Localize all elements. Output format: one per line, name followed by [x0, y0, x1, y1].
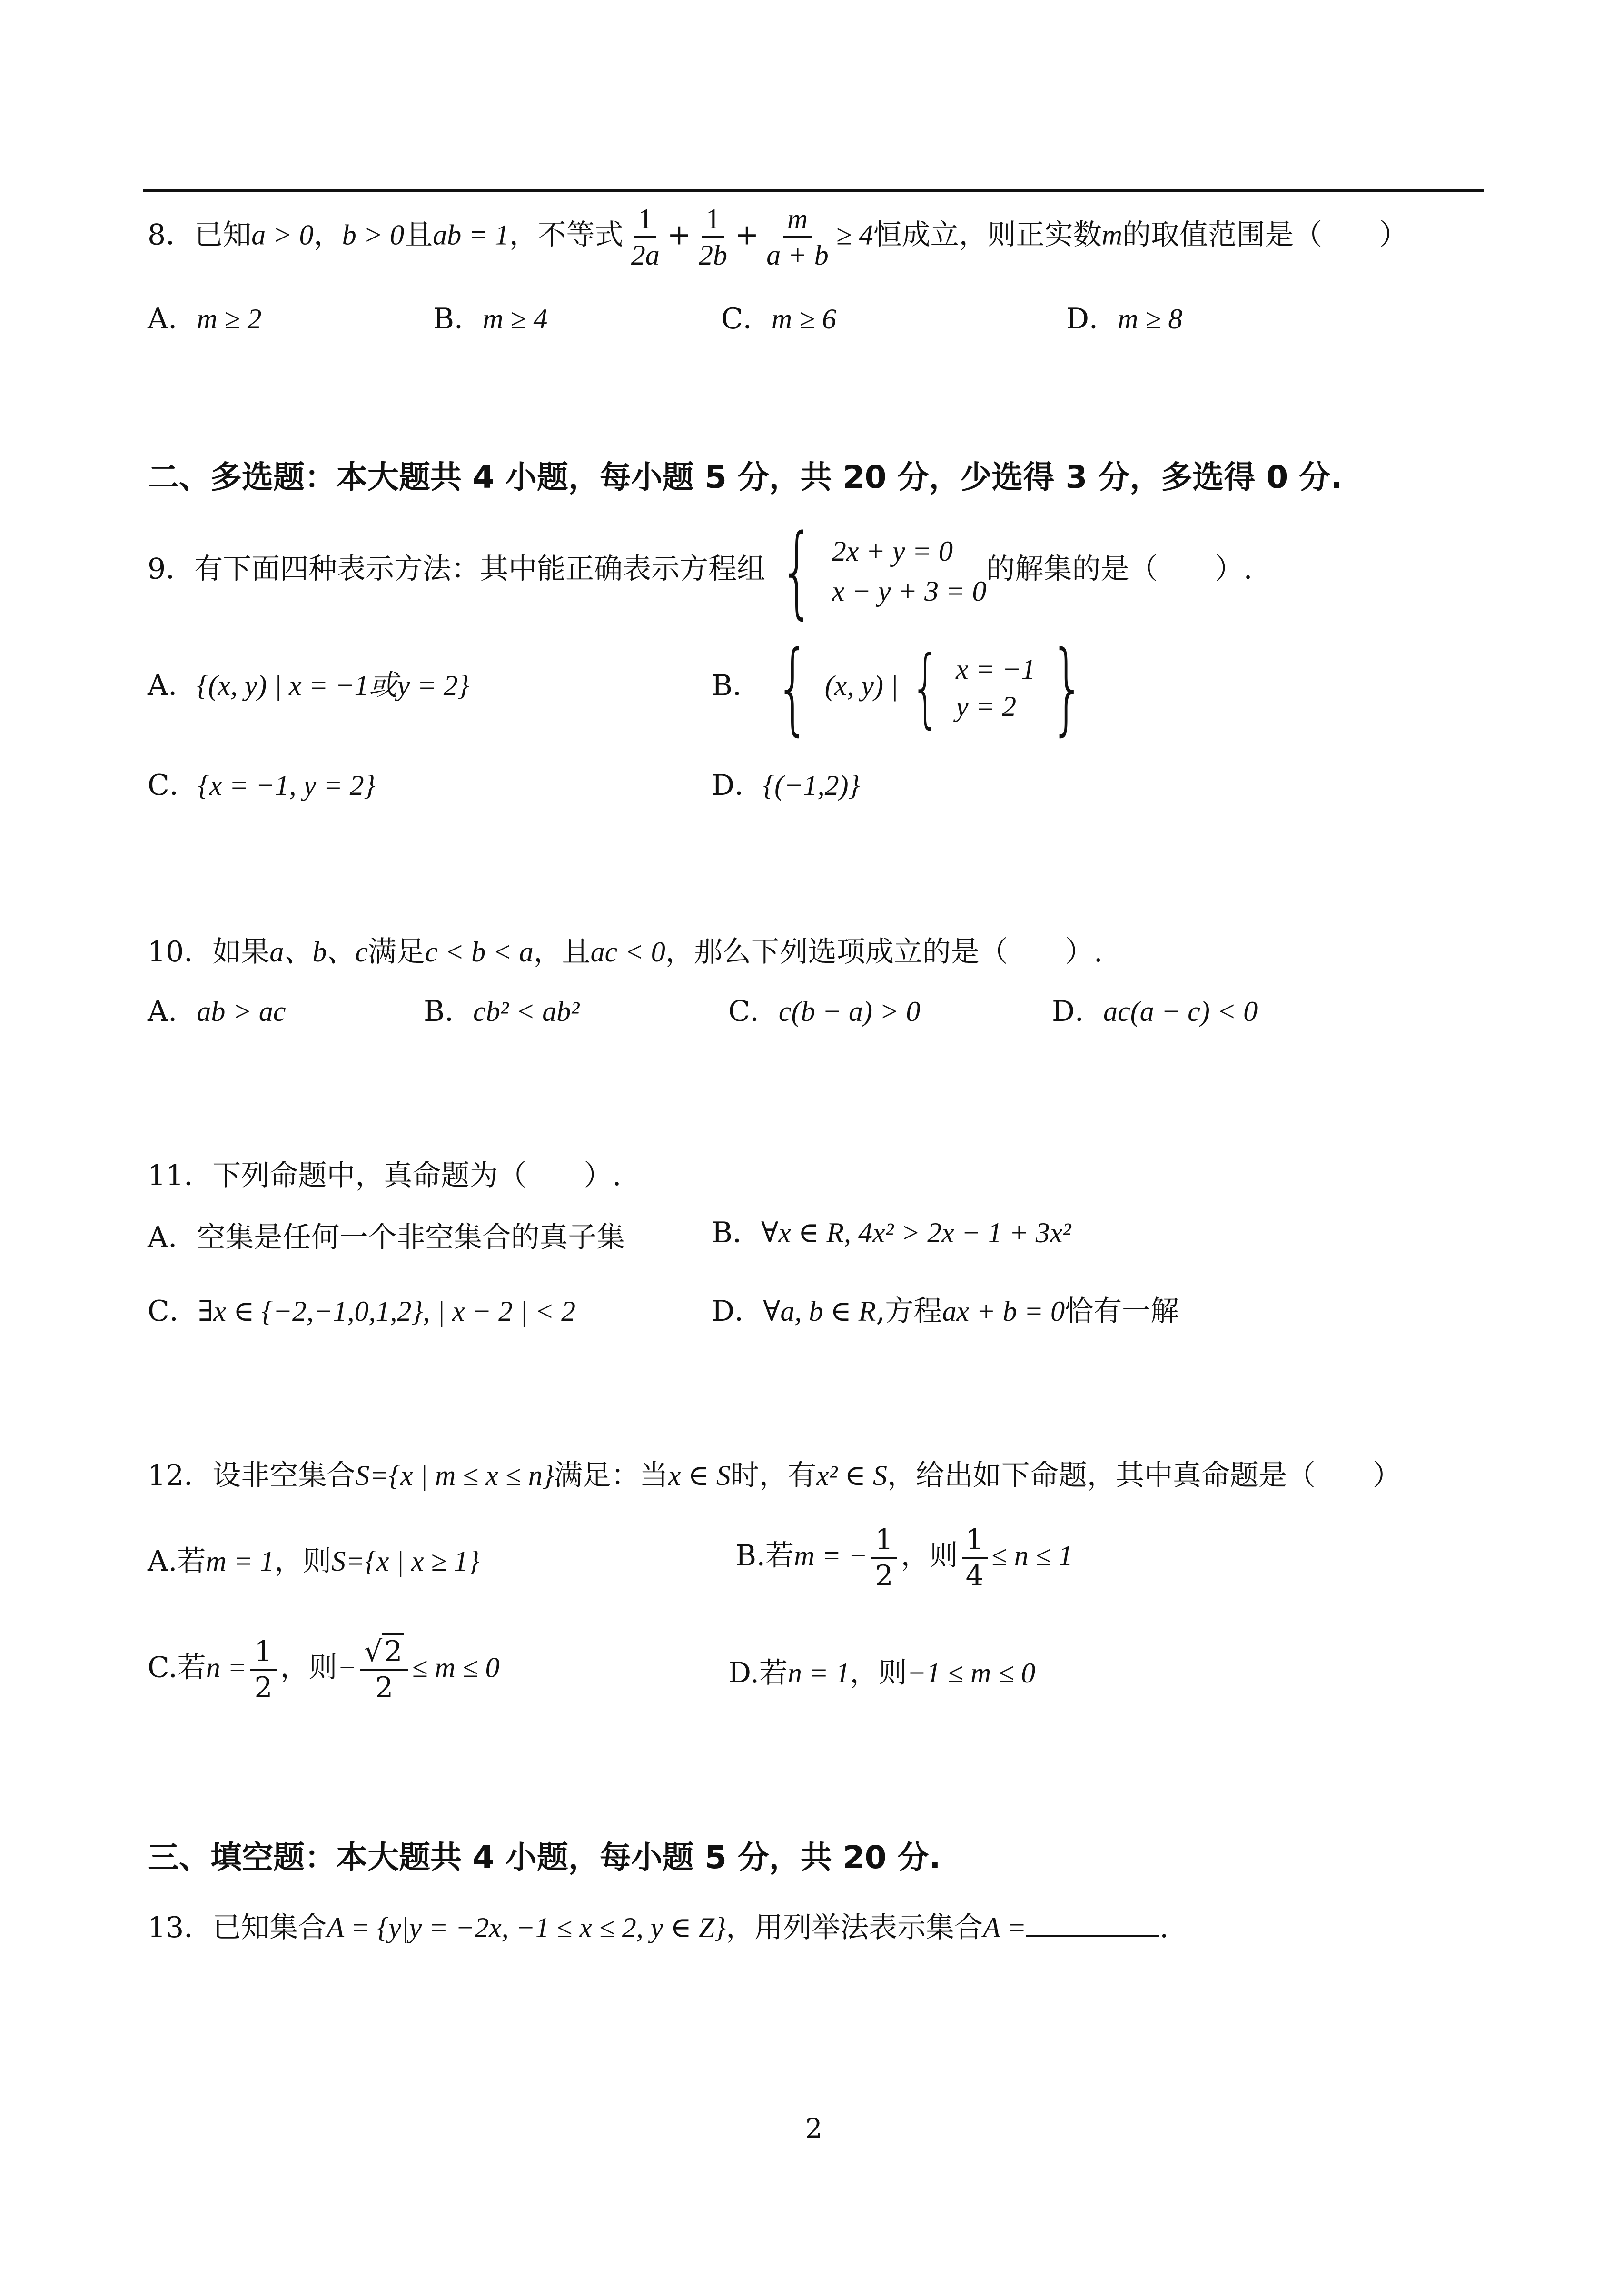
q9-option-d: D．{(−1,2)}	[712, 769, 860, 802]
q8-option-a: A．m ≥ 2	[148, 302, 262, 336]
q9-eq1: 2x + y = 0	[832, 535, 953, 567]
q12-option-b: B.若m = − $\frac{1}{2}$ ，则 $\frac{1}{4}$ ≤ n ≤ 1	[735, 1523, 1073, 1593]
q8-plus-2: +	[734, 218, 759, 252]
q8-and: 且	[404, 218, 433, 252]
q9-option-b: B． { (x, y) | { x = −1 y = 2 }	[712, 629, 1085, 746]
section-3-heading: 三、填空题：本大题共 4 小题，每小题 5 分，共 20 分.	[148, 1839, 941, 1876]
q8-sep: ，	[313, 218, 342, 252]
q11-option-b: B．∀x ∈ R, 4x² > 2x − 1 + 3x²	[712, 1216, 1071, 1249]
q8-var: m	[1101, 219, 1123, 251]
q12-option-a: A.若m = 1，则S={x | x ≥ 1}	[148, 1544, 480, 1578]
q11-option-c: C．∃x ∈ {−2,−1,0,1,2}, | x − 2 | < 2	[148, 1295, 576, 1328]
q11-option-a: A．空集是任何一个非空集合的真子集	[148, 1221, 625, 1254]
q8-option-c: C．m ≥ 6	[721, 302, 837, 336]
page-number: 2	[805, 2113, 822, 2144]
question-8	[148, 205, 1408, 269]
q8-fraction-1: $\frac{1}{2a}$	[631, 203, 660, 271]
q10-option-b: B．cb² < ab²	[424, 995, 580, 1028]
question-9	[148, 513, 1253, 629]
q10-option-c: C．c(b − a) > 0	[728, 995, 921, 1028]
q12-option-d: D.若n = 1，则−1 ≤ m ≤ 0	[728, 1656, 1036, 1690]
q8-ineq: ≥ 4	[836, 219, 873, 251]
q12-option-c: C.若n = $\frac{1}{2}$ ，则− $\frac{√2}{2}$ ≤ m ≤ 0	[148, 1637, 500, 1702]
q8-stem: 8．已知	[148, 218, 252, 252]
q8-plus-1: +	[667, 218, 691, 252]
section-2-heading: 二、多选题：本大题共 4 小题，每小题 5 分，共 20 分，少选得 3 分，多选得 0 分.	[148, 459, 1343, 495]
q9-end: 的解集的是（ ）.	[986, 552, 1253, 586]
q9-option-c: C．{x = −1, y = 2}	[148, 769, 376, 802]
q8-cond1: a > 0	[251, 219, 314, 251]
q9-equation-system: { 2x + y = 0 x − y + 3 = 0	[780, 513, 987, 629]
q8-option-d: D．m ≥ 8	[1066, 302, 1183, 336]
q13-answer-blank[interactable]	[1026, 1933, 1159, 1937]
q8-cond3: ab = 1	[433, 219, 509, 251]
q10-option-d: D．ac(a − c) < 0	[1052, 995, 1258, 1028]
q8-cond2: b > 0	[342, 219, 405, 251]
q8-fraction-2: $\frac{1}{2b}$	[698, 203, 727, 271]
question-13: 13．已知集合A = {y|y = −2x, −1 ≤ x ≤ 2, y ∈ Z}，用列举法表示集合A = .	[148, 1911, 1169, 1944]
question-10: 10．如果a、b、c满足c < b < a，且ac < 0，那么下列选项成立的是（ ）.	[148, 935, 1103, 969]
q8-fraction-3: $\frac{m}{a + b}$	[766, 203, 829, 271]
question-11: 11．下列命题中，真命题为（ ）.	[148, 1159, 622, 1192]
q9-option-a: A．{(x, y) | x = −1或y = 2}	[148, 669, 469, 702]
q8-end: 的取值范围是（ ）	[1122, 218, 1408, 252]
q8-option-b: B．m ≥ 4	[433, 302, 548, 336]
q9-stem: 9．有下面四种表示方法：其中能正确表示方程组	[148, 552, 766, 586]
q9-eq2: x − y + 3 = 0	[832, 575, 987, 607]
question-12: 12．设非空集合S={x | m ≤ x ≤ n}满足：当x ∈ S时，有x² ∈ S，给出如下命题，其中真命题是（ ）	[148, 1459, 1401, 1492]
q8-tail: 恒成立，则正实数	[873, 218, 1102, 252]
header-rule	[143, 189, 1484, 192]
q10-option-a: A．ab > ac	[148, 995, 286, 1028]
q11-option-d: D．∀a, b ∈ R,方程ax + b = 0恰有一解	[712, 1295, 1179, 1328]
q8-mid: ，不等式	[509, 218, 624, 252]
